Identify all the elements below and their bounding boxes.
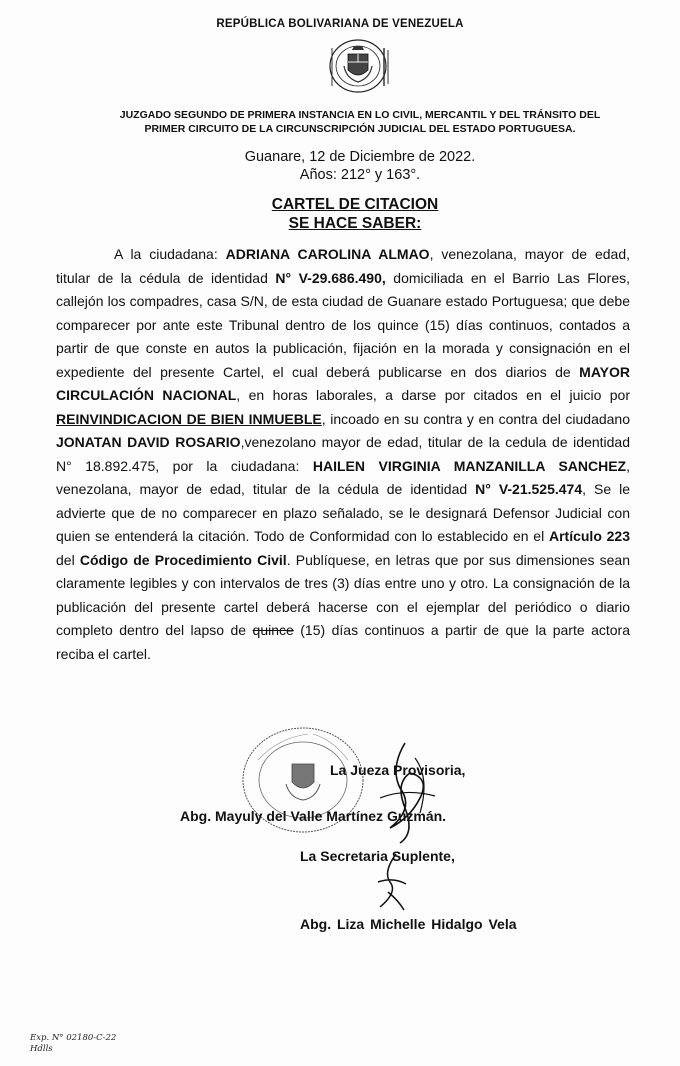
- secretary-title: La Secretaria Suplente,: [300, 848, 455, 864]
- file-number: Exp. N° 02180-C-22: [30, 1033, 117, 1043]
- body-text: (15) días continuos a partir de que la parte actora reciba el cartel.: [56, 622, 631, 662]
- body-text: , incoado en su contra y en contra del ciudadano: [321, 410, 630, 427]
- body-text: domiciliada en el Barrio Las Flores, callejón los compadres, casa S/N, de esta ciudad de Guanare estado Portuguesa; que debe comparecer por ante este Tribunal dentro de los quince (15) días continuos, contados a partir de que conste en autos la publicación, fijación en la morada y consignación en el expediente del presente Cartel, el cual deberá publicarse en dos diarios de: [56, 269, 630, 380]
- citation-body: [56, 243, 630, 666]
- plaintiff-id: N° V-21.525.474: [475, 481, 583, 497]
- title-line1: CARTEL DE CITACION: [271, 196, 439, 213]
- national-coat-of-arms-seal: [308, 36, 408, 96]
- body-text: , Se le advierte que de no comparecer en plazo señalado, se le designará Defensor Judicial con quien se entenderá la citación. Todo de Conformidad con lo establecido en el: [56, 481, 630, 544]
- body-text: del: [56, 551, 80, 568]
- file-reference: [30, 1033, 116, 1055]
- title-line2: SE HACE SABER:: [288, 215, 422, 232]
- years-line: Años: 212° y 163°.: [299, 167, 421, 183]
- date-line: Guanare, 12 de Diciembre de 2022.: [244, 149, 476, 165]
- judge-name: Abg. Mayuly del Valle Martínez Guzmán.: [180, 808, 447, 824]
- defendant-name: ADRIANA CAROLINA ALMAO: [225, 246, 430, 262]
- case-type: REINVINDICACION DE BIEN INMUEBLE: [56, 410, 322, 427]
- court-heading-line2: PRIMER CIRCUITO DE LA CIRCUNSCRIPCIÓN JUDICIAL DEL ESTADO PORTUGUESA.: [144, 123, 576, 135]
- body-text: , venezolana, mayor de edad, titular de la cédula de identidad: [56, 457, 631, 497]
- document-title: [0, 195, 680, 233]
- struck-word: quince: [252, 622, 294, 638]
- court-heading-line1: JUZGADO SEGUNDO DE PRIMERA INSTANCIA EN LO CIVIL, MERCANTIL Y DEL TRÁNSITO DEL: [119, 109, 601, 121]
- body-text: ,venezolano mayor de edad, titular de la cedula de identidad N° 18.892.475, por la ciudadana:: [56, 434, 630, 474]
- secretary-name: Abg. Liza Michelle Hidalgo Vela: [300, 916, 517, 932]
- defendant-id: N° V-29.686.490,: [275, 269, 386, 286]
- circulation-emphasis: MAYOR CIRCULACIÓN NACIONAL: [56, 363, 630, 403]
- date-block: [0, 148, 680, 184]
- court-heading: [60, 108, 660, 136]
- body-text: , en horas laborales, a darse por citados en el juicio por: [236, 387, 631, 403]
- republic-heading: REPÚBLICA BOLIVARIANA DE VENEZUELA: [216, 18, 464, 30]
- judge-signature: [360, 738, 450, 848]
- judge-title: La Jueza Provisoria,: [330, 762, 466, 778]
- body-text: , venezolana, mayor de edad, titular de la cédula de identidad: [56, 246, 630, 286]
- code-reference: Código de Procedimiento Civil: [79, 551, 287, 568]
- article-reference: Artículo 223: [548, 528, 631, 544]
- body-text: . Publíquese, en letras que por sus dimensiones sean claramente legibles y con intervalos de tres (3) días entre uno y otro. La consignación de la publicación del presente cartel deberá hacerse con el ejemplar del periódico o diario completo dentro del lapso de: [56, 551, 630, 638]
- plaintiff-name: HAILEN VIRGINIA MANZANILLA SANCHEZ: [312, 457, 627, 474]
- body-text: A la ciudadana:: [114, 246, 226, 262]
- clerk-initials: Hdlls: [30, 1044, 53, 1054]
- co-defendant-name: JONATAN DAVID ROSARIO: [56, 434, 241, 450]
